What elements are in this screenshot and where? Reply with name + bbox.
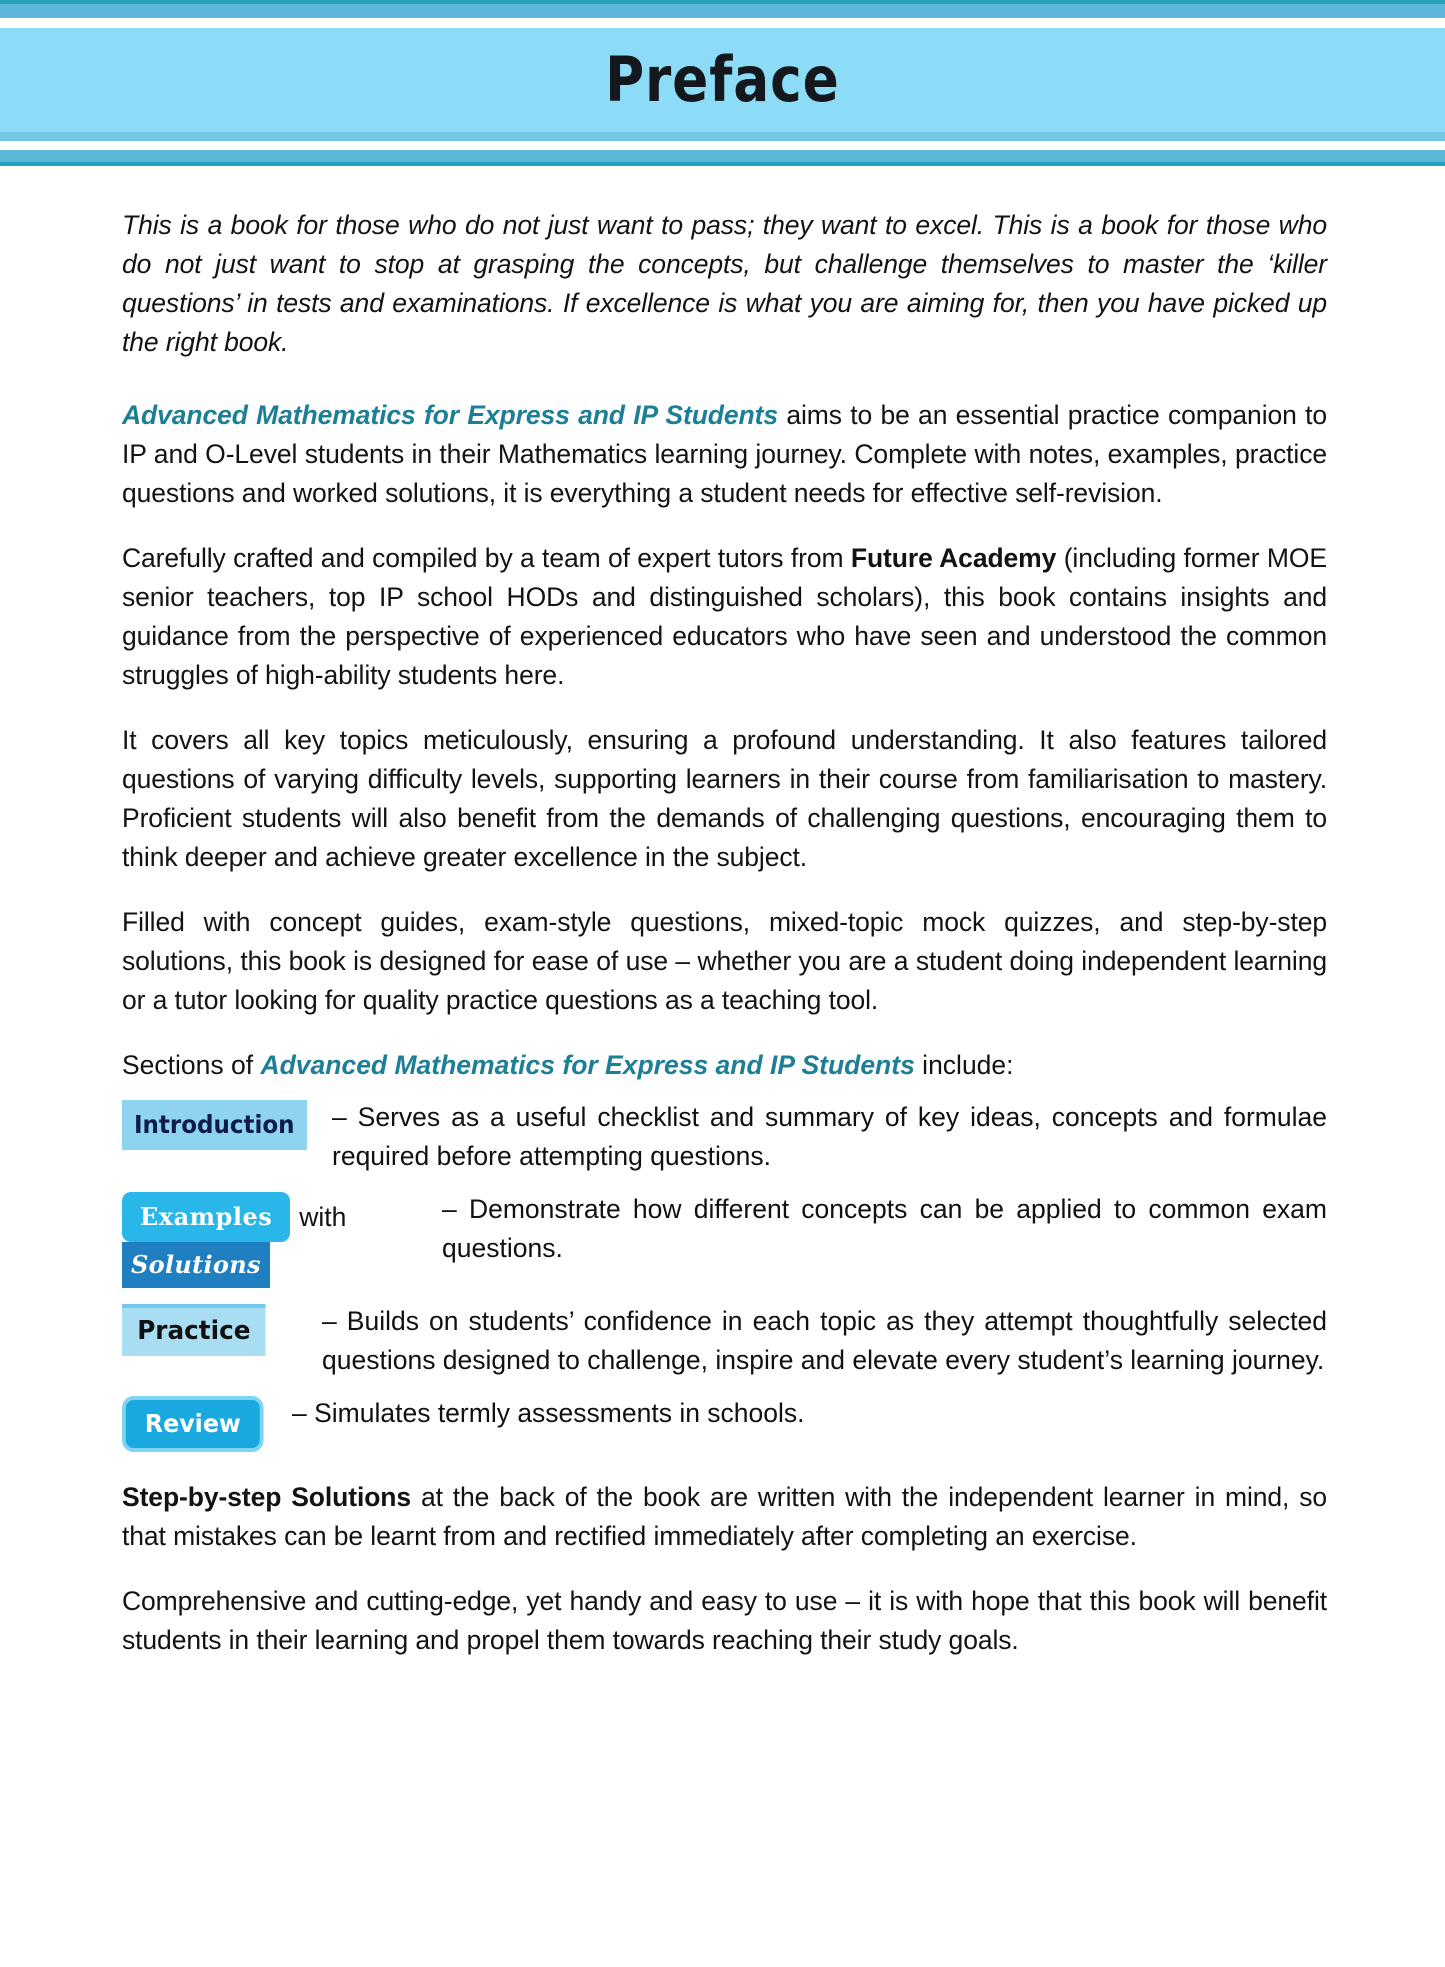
- badge-introduction: Introduction: [122, 1100, 307, 1150]
- paragraph-authors-b: (including former MOE senior teachers, top IP school HODs and distinguished scholars), this book contains insights and guidance from the perspective of experienced educators who have seen and understood the common struggles of high-ability students here.: [122, 543, 1327, 690]
- section-item-examples: [122, 1190, 1327, 1288]
- badge-review: Review: [122, 1396, 264, 1452]
- paragraph-step-by-step-rest: at the back of the book are written with the independent learner in mind, so that mistakes can be learnt from and rectified immediately after completing an exercise.: [122, 1482, 1327, 1551]
- paragraph-coverage: It covers all key topics meticulously, ensuring a profound understanding. It also features tailored questions of varying difficulty levels, supporting learners in their course from familiarisation to mastery. Proficient students will also benefit from the demands of challenging questions, encouraging them to think deeper and achieve greater excellence in the subject.: [122, 725, 1327, 872]
- section-badge-col: [122, 1394, 282, 1452]
- badge-practice: Practice: [122, 1304, 266, 1356]
- preface-body: [0, 166, 1445, 1660]
- header-rule-top-mid: [0, 4, 1445, 18]
- paragraph-authors: [122, 539, 1327, 695]
- future-academy-name: Future Academy: [850, 543, 1057, 573]
- page-title: Preface: [605, 43, 840, 116]
- paragraph-closing: Comprehensive and cutting-edge, yet handy and easy to use – it is with hope that this book will benefit students in their learning and propel them towards reaching their study goals.: [122, 1586, 1327, 1655]
- header-rule-bottom-mid: [0, 150, 1445, 162]
- paragraph-step-by-step: [122, 1478, 1327, 1556]
- step-by-step-label: Step-by-step Solutions: [122, 1482, 412, 1512]
- intro-paragraph: This is a book for those who do not just want to pass; they want to excel. This is a book for those who do not just want to stop at grasping the concepts, but challenge themselves to master the ‘killer questions’ in tests and examinations. If excellence is what you are aiming for, then you have picked up the right book.: [122, 210, 1327, 357]
- badge-connector-with: with: [299, 1201, 347, 1232]
- sections-lead-booktitle: Advanced Mathematics for Express and IP Students: [260, 1050, 915, 1080]
- sections-lead: [122, 1046, 1327, 1084]
- paragraph-contents: Filled with concept guides, exam-style questions, mixed-topic mock quizzes, and step-by-step solutions, this book is designed for ease of use – whether you are a student doing independent learning or a tutor looking for quality practice questions as a teaching tool.: [122, 907, 1327, 1015]
- paragraph-about-book-rest: aims to be an essential practice companion to IP and O-Level students in their Mathematics learning journey. Complete with notes, examples, practice questions and worked solutions, it is everything a student needs for effective self-revision.: [122, 400, 1327, 508]
- paragraph-authors-a: Carefully crafted and compiled by a team of expert tutors from: [122, 543, 851, 573]
- section-item-review: [122, 1394, 1327, 1452]
- header-rule-bottom-dark: [0, 162, 1445, 166]
- section-badge-col: [122, 1190, 432, 1288]
- badge-examples: Examples: [122, 1192, 290, 1242]
- book-title-inline: Advanced Mathematics for Express and IP Students: [122, 400, 778, 430]
- sections-lead-after: include:: [914, 1050, 1014, 1080]
- paragraph-about-book: [122, 396, 1327, 513]
- header-rule-bottom-light: [0, 132, 1445, 141]
- badge-solutions: Solutions: [122, 1242, 270, 1288]
- header-rule-gap: [0, 18, 1445, 28]
- section-description-review: – Simulates termly assessments in schools.: [292, 1398, 805, 1428]
- sections-lead-before: Sections of: [122, 1050, 261, 1080]
- section-badge-col: [122, 1302, 312, 1356]
- section-description-examples: – Demonstrate how different concepts can be applied to common exam questions.: [442, 1194, 1327, 1263]
- section-badge-col: [122, 1098, 322, 1150]
- page-header-banner: [0, 0, 1445, 166]
- header-rule-bottom-gap: [0, 141, 1445, 150]
- section-description-practice: – Builds on students’ confidence in each topic as they attempt thoughtfully selected questions designed to challenge, inspire and elevate every student’s learning journey.: [322, 1306, 1327, 1375]
- section-item-practice: [122, 1302, 1327, 1380]
- section-item-introduction: [122, 1098, 1327, 1176]
- section-description-introduction: – Serves as a useful checklist and summary of key ideas, concepts and formulae required before attempting questions.: [332, 1102, 1327, 1171]
- header-banner: [0, 28, 1445, 132]
